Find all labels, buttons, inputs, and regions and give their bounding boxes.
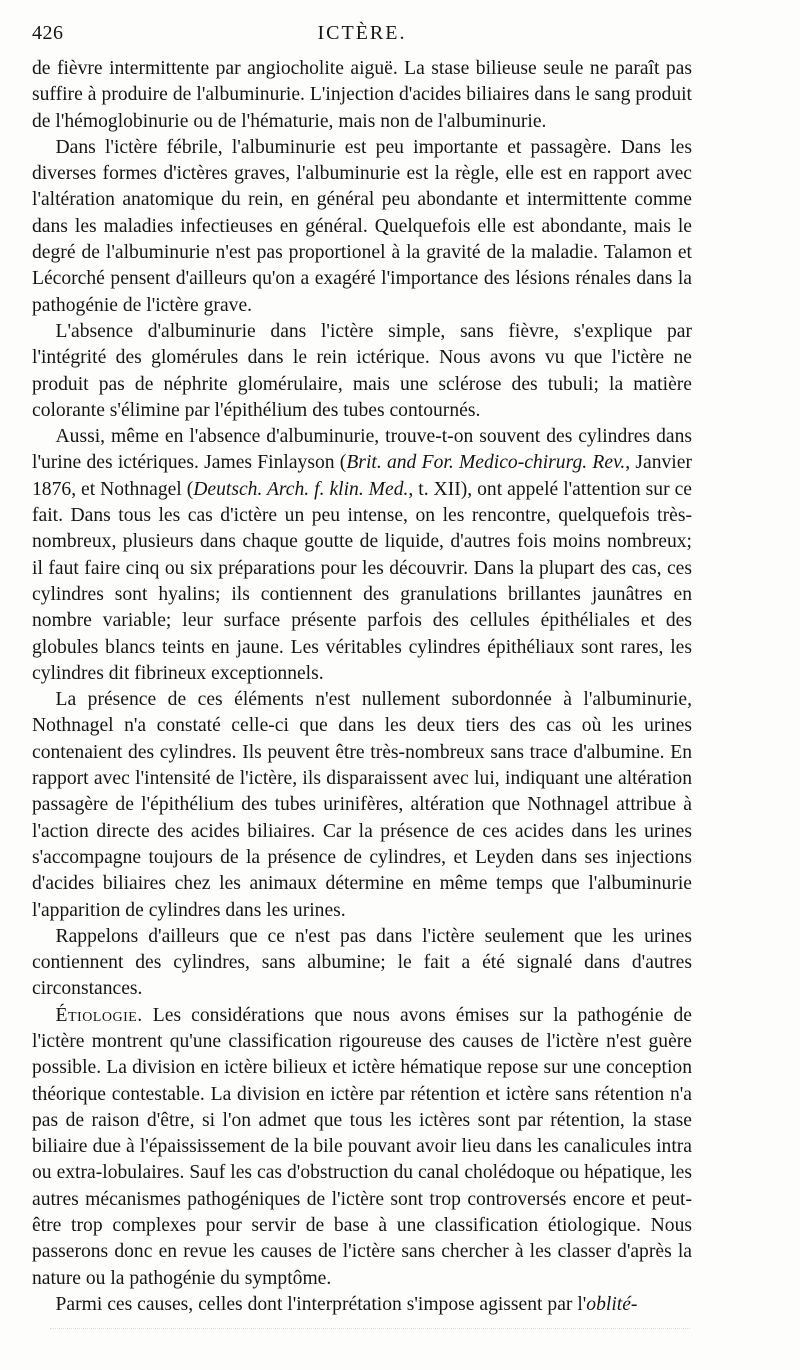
section-heading: Étiologie.: [55, 1004, 143, 1026]
paragraph-text: Dans l'ictère fébrile, l'albuminurie est peu importante et passagère. Dans les diverses formes d'ictères graves, l'albuminurie est la règle, elle est en rapport avec l'altération anatomique du rein, en général peu abondante et intermittente comme dans les maladies infectieuses en général. Quelquefois elle est abondante, mais le degré de l'albuminurie n'est pas proportionel à la gravité de la maladie. Talamon et Lécorché pensent d'ailleurs qu'on a exagéré l'importance des lésions rénales dans la pathogénie de l'ictère grave.: [32, 136, 692, 316]
paragraph: [32, 424, 692, 687]
paragraph-text: , Janvier 1876, et Nothnagel (: [32, 452, 692, 500]
paragraph: [32, 1292, 692, 1318]
paragraph: [32, 135, 692, 319]
paragraph-text: La présence de ces éléments n'est nullement subordonnée à l'albuminurie, Nothnagel n'a constaté celle-ci que dans les deux tiers des cas où les urines contenaient des cylindres. Ils peuvent être très-nombreux sans trace d'albumine. En rapport avec l'intensité de l'ictère, ils disparaissent avec lui, indiquant une altération passagère de l'épithélium des tubes urinifères, altération que Nothnagel attribue à l'action directe des acides biliaires. Car la présence de ces acides dans les urines s'accompagne toujours de la présence de cylindres, et Leyden dans ses injections d'acides biliaires chez les animaux détermine en même temps que l'albuminurie l'apparition de cylindres dans les urines.: [32, 689, 692, 921]
paragraph-text: Rappelons d'ailleurs que ce n'est pas dans l'ictère seulement que les urines contiennent des cylindres, sans albumine; le fait a été signalé dans d'autres circonstances.: [32, 925, 692, 1000]
page-body: [32, 56, 692, 1318]
paragraph-text: de fièvre intermittente par angiocholite aiguë. La stase bilieuse seule ne paraît pas suffire à produire de l'albuminurie. L'injection d'acides biliaires dans le sang produit de l'hémoglobinurie ou de l'hématurie, mais non de l'albuminurie.: [32, 58, 692, 132]
paragraph-text: L'absence d'albuminurie dans l'ictère simple, sans fièvre, s'explique par l'intégrité des glomérules dans le rein ictérique. Nous avons vu que l'ictère ne produit pas de néphrite glomérulaire, mais une sclérose des tubuli; la matière colorante s'élimine par l'épithélium des tubes contournés.: [32, 320, 692, 421]
running-title: ICTÈRE.: [317, 22, 407, 44]
paragraph: [32, 56, 692, 135]
paragraph: [32, 924, 692, 1003]
italic-citation: oblité-: [586, 1293, 638, 1315]
paragraph-text: Parmi ces causes, celles dont l'interprétation s'impose agissent par l': [55, 1293, 587, 1315]
paragraph-text: , t. XII), ont appelé l'attention sur ce fait. Dans tous les cas d'ictère un peu intense, on les rencontre, quelquefois très-nombreux, plusieurs dans chaque goutte de liquide, d'autres fois moins nombreux; il faut faire cinq ou six préparations pour les découvrir. Dans la plupart des cas, ces cylindres sont hyalins; ils contiennent des granulations brillantes jaunâtres en nombre variable; leur surface présente parfois des cellules épithéliales et des globules blancs teints en jaune. Les véritables cylindres épithéliaux sont rares, les cylindres dit fibrineux exceptionnels.: [32, 478, 692, 684]
paragraph: [32, 1003, 692, 1292]
paragraph-text: Les considérations que nous avons émises sur la pathogénie de l'ictère montrent qu'une classification rigoureuse des causes de l'ictère n'est guère possible. La division en ictère bilieux et ictère hématique repose sur une conception théorique contestable. La division en ictère par rétention et ictère sans rétention n'a pas de raison d'être, si l'on admet que tous les ictères sont par rétention, la stase biliaire due à l'épaississement de la bile pouvant avoir lieu dans les canalicules intra ou extra-lobulaires. Sauf les cas d'obstruction du canal cholédoque ou hépatique, les autres mécanismes pathogéniques de l'ictère sont trop controversés encore et peut-être trop complexes pour servir de base à une classification étiologique. Nous passerons donc en revue les causes de l'ictère sans chercher à les classer d'après la nature ou la pathogénie du symptôme.: [32, 1004, 692, 1289]
paragraph: [32, 319, 692, 424]
faded-footer-rule: [50, 1328, 690, 1339]
paragraph: [32, 687, 692, 924]
running-header: [32, 22, 692, 52]
paragraph-text: Aussi, même en l'absence d'albuminurie, trouve-t-on souvent des cylindres dans l'urine des ictériques. James Finlayson (: [32, 426, 692, 474]
italic-citation: Brit. and For. Medico-chirurg. Rev.: [346, 452, 626, 474]
italic-citation: Deutsch. Arch. f. klin. Med.: [193, 478, 409, 500]
page-number: 426: [32, 22, 64, 44]
